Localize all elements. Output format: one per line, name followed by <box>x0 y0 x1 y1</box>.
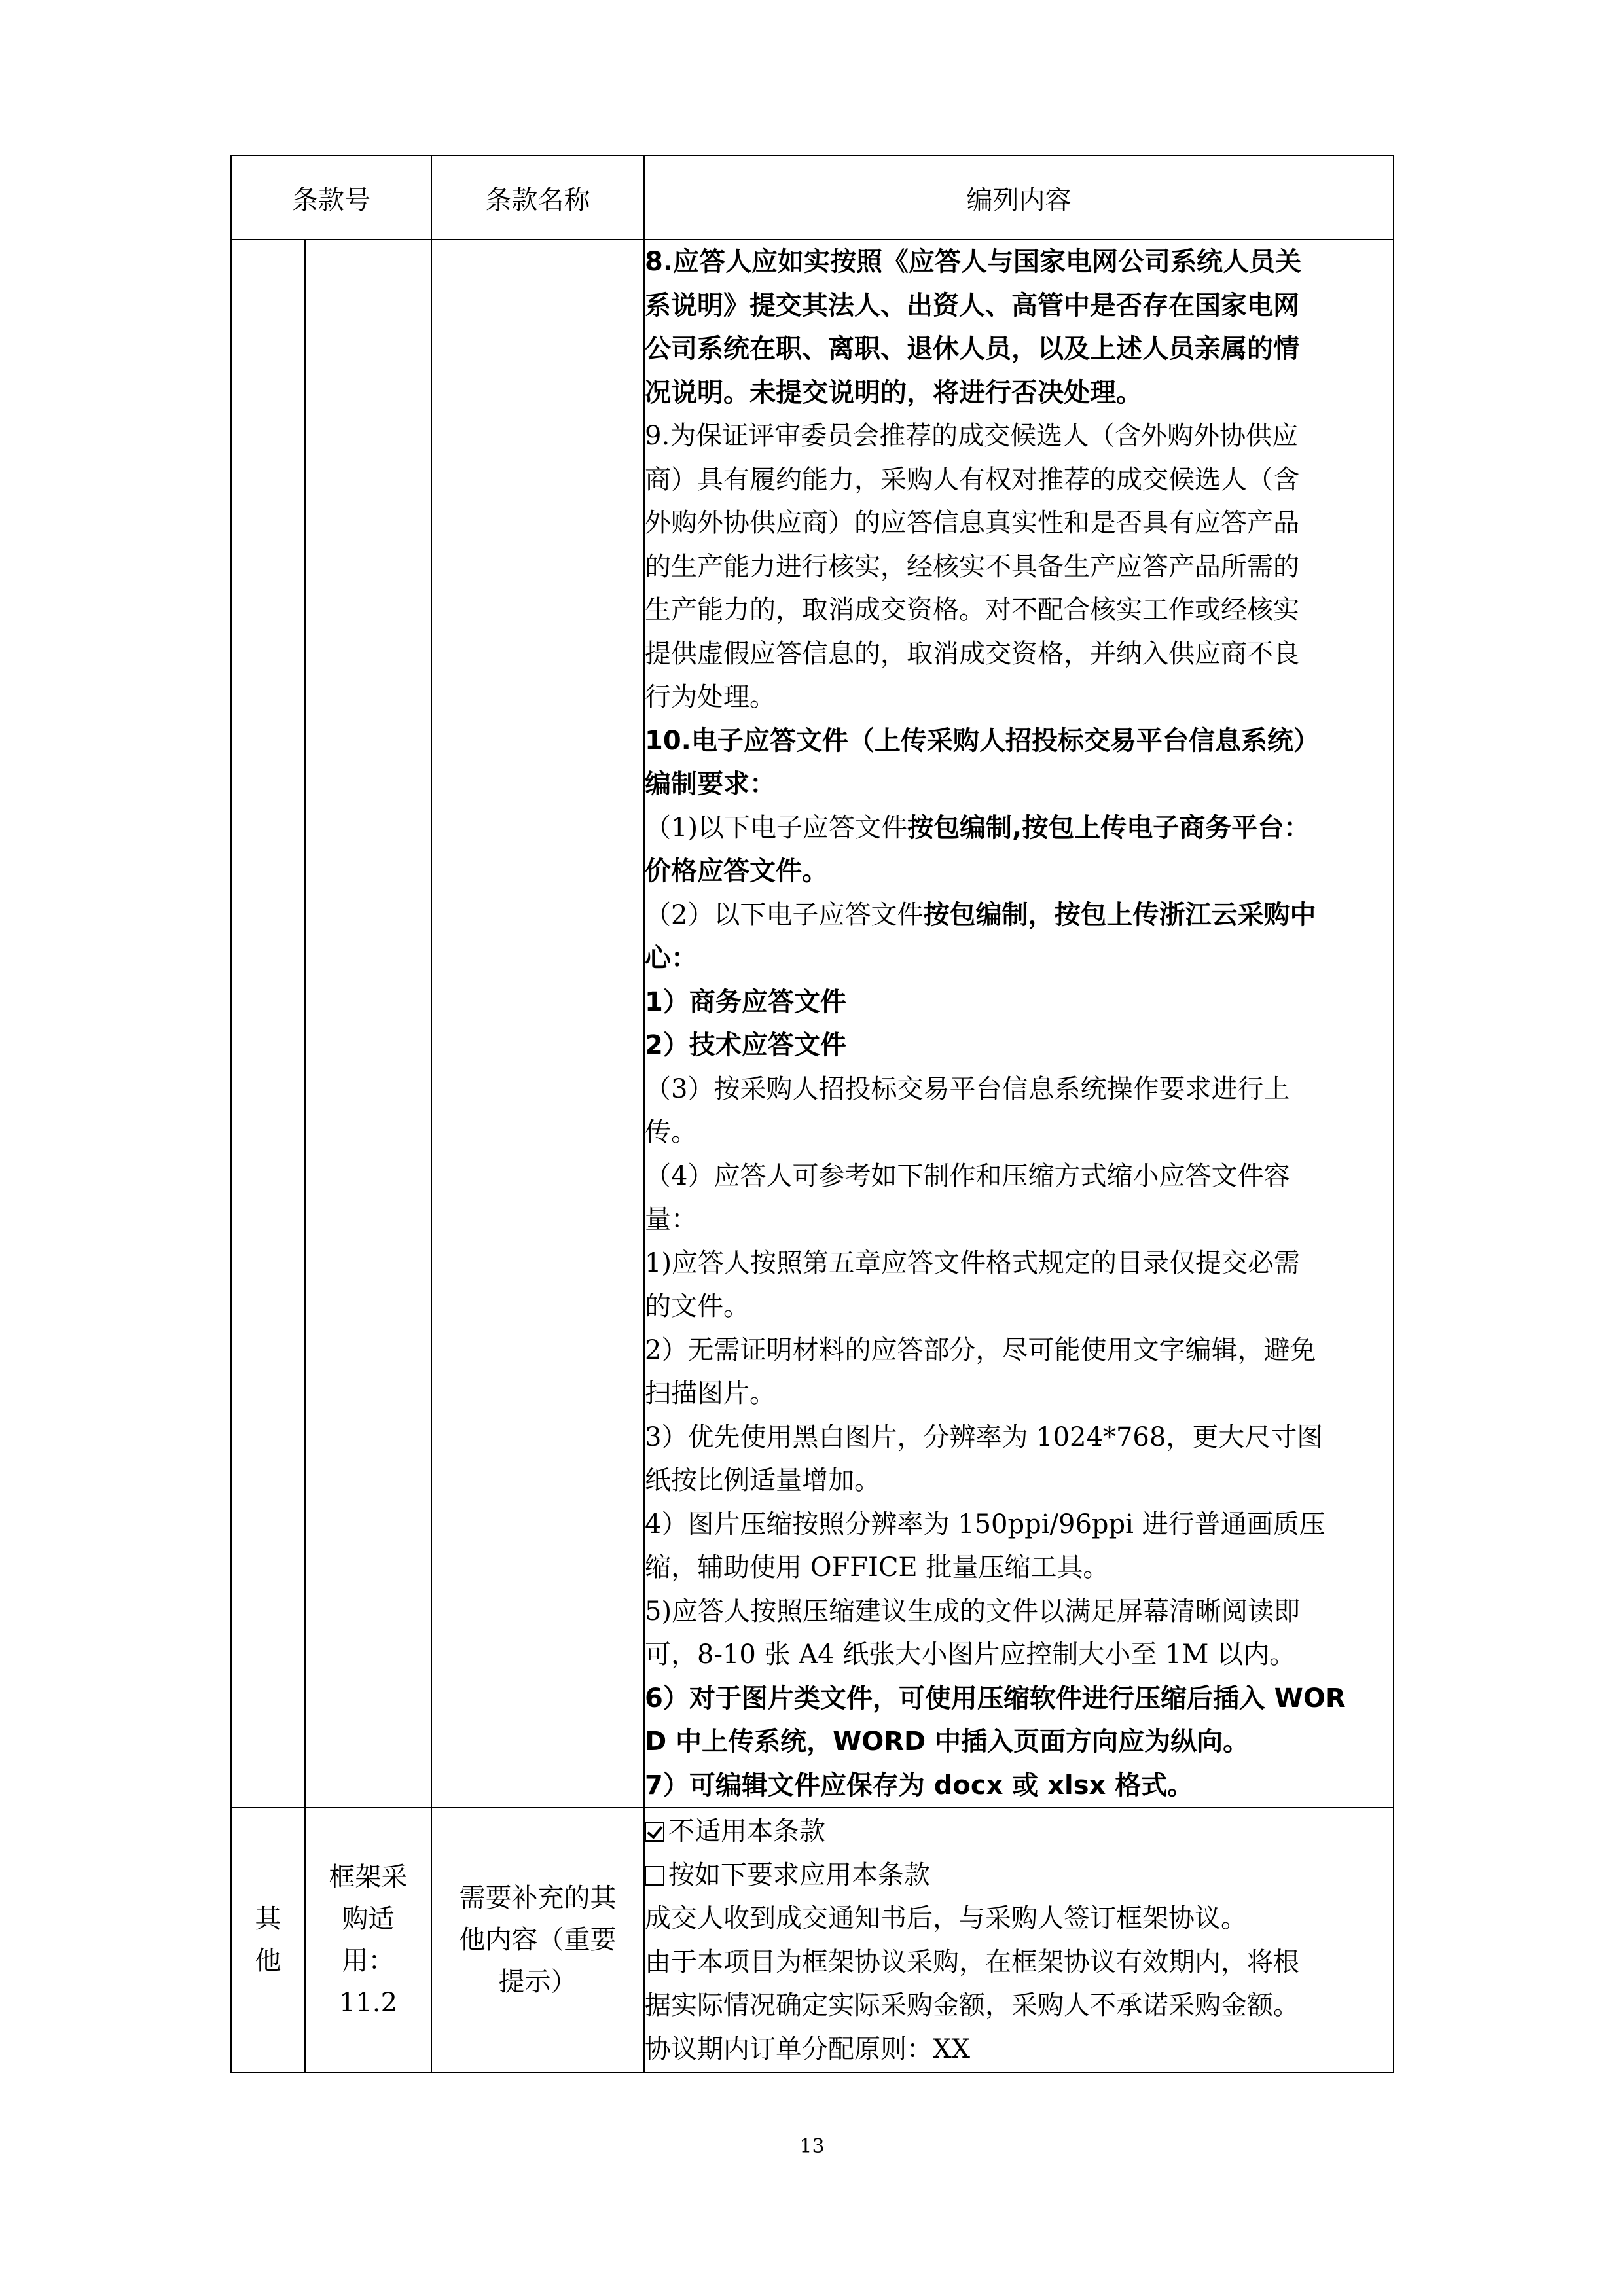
content-line-part: 按包编制,按包上传电子商务平台： <box>907 812 1310 843</box>
clause-content-cell <box>644 1808 1394 2072</box>
header-clause-no: 条款号 <box>231 156 431 240</box>
content-line: （4）应答人可参考如下制作和压缩方式缩小应答文件容 <box>645 1160 1290 1191</box>
clause-table <box>230 155 1394 2073</box>
clause-name-cell <box>431 240 644 1808</box>
header-clause-name: 条款名称 <box>431 156 644 240</box>
clause-name-text: 他内容（重要 <box>459 1925 617 1955</box>
content-line: 扫描图片。 <box>645 1378 776 1408</box>
content-line: 传。 <box>645 1117 697 1147</box>
content-line: 况说明。未提交说明的，将进行否决处理。 <box>645 377 1142 408</box>
header-row <box>231 156 1394 240</box>
sub-clause-text: 用： <box>342 1946 395 1976</box>
content-line: 10.电子应答文件（上传采购人招投标交易平台信息系统） <box>645 725 1320 756</box>
sub-clause-text: 购适 <box>342 1904 395 1934</box>
content-line: 8.应答人应如实按照《应答人与国家电网公司系统人员关 <box>645 247 1302 277</box>
content-line-part: （1)以下电子应答文件 <box>645 812 908 843</box>
content-line: 3）优先使用黑白图片，分辨率为 1024*768，更大尺寸图 <box>645 1422 1324 1452</box>
unchecked-box-icon <box>645 1866 664 1886</box>
content-line: 7）可编辑文件应保存为 docx 或 xlsx 格式。 <box>645 1770 1194 1801</box>
content-line: 编制要求： <box>645 769 776 799</box>
clause-category-cell <box>231 1808 305 2072</box>
clause-sub-cell <box>305 1808 431 2072</box>
content-line <box>645 806 1393 850</box>
sub-clause-text: 框架采 <box>329 1862 408 1892</box>
content-line: 心： <box>645 943 697 973</box>
clause-name-cell <box>431 1808 644 2072</box>
content-line: 的文件。 <box>645 1291 749 1321</box>
content-line: 成交人收到成交通知书后，与采购人签订框架协议。 <box>645 1903 1247 1933</box>
content-line: 4）图片压缩按照分辨率为 150ppi/96ppi 进行普通画质压 <box>645 1509 1326 1539</box>
content-line: 纸按比例适量增加。 <box>645 1465 880 1496</box>
table-row <box>231 240 1394 1808</box>
content-line: 外购外协供应商）的应答信息真实性和是否具有应答产品 <box>645 508 1299 538</box>
content-line: 量： <box>645 1204 697 1234</box>
content-line: 2）无需证明材料的应答部分，尽可能使用文字编辑，避免 <box>645 1335 1316 1365</box>
content-line: 1)应答人按照第五章应答文件格式规定的目录仅提交必需 <box>645 1247 1301 1278</box>
page-number: 13 <box>799 2135 825 2158</box>
table-row <box>231 1808 1394 2072</box>
clause-name-text: 提示） <box>498 1967 577 1997</box>
clause-content-cell <box>644 240 1394 1808</box>
clause-category-cell <box>231 240 305 1808</box>
content-line: 5)应答人按照压缩建议生成的文件以满足屏幕清晰阅读即 <box>645 1596 1301 1626</box>
content-line: 行为处理。 <box>645 682 776 712</box>
category-text: 他 <box>255 1946 281 1976</box>
content-line: 据实际情况确定实际采购金额，采购人不承诺采购金额。 <box>645 1990 1299 2020</box>
content-line: 9.为保证评审委员会推荐的成交候选人（含外购外协供应 <box>645 421 1299 451</box>
option-not-applicable: 不适用本条款 <box>645 1810 1393 1854</box>
content-line: 6）对于图片类文件，可使用压缩软件进行压缩后插入 WOR <box>645 1683 1346 1713</box>
clause-name-text: 需要补充的其 <box>459 1883 617 1913</box>
content-line: 协议期内订单分配原则：XX <box>645 2034 970 2064</box>
content-line: 生产能力的，取消成交资格。对不配合核实工作或经核实 <box>645 595 1299 625</box>
header-content: 编列内容 <box>644 156 1394 240</box>
content-line-part: （2）以下电子应答文件 <box>645 899 924 930</box>
content-line <box>645 893 1393 937</box>
checked-box-icon <box>645 1822 664 1842</box>
category-text: 其 <box>255 1904 281 1934</box>
content-line-part: 按包编制，按包上传浙江云采购中 <box>923 899 1316 930</box>
content-line: 价格应答文件。 <box>645 856 828 886</box>
content-line: 公司系统在职、离职、退休人员，以及上述人员亲属的情 <box>645 334 1299 364</box>
content-line: 提供虚假应答信息的，取消成交资格，并纳入供应商不良 <box>645 638 1299 669</box>
content-line: （3）按采购人招投标交易平台信息系统操作要求进行上 <box>645 1073 1290 1104</box>
content-line: 缩，辅助使用 OFFICE 批量压缩工具。 <box>645 1552 1110 1583</box>
content-line: 1）商务应答文件 <box>645 986 846 1017</box>
content-line: 2）技术应答文件 <box>645 1030 846 1060</box>
content-line: 商）具有履约能力，采购人有权对推荐的成交候选人（含 <box>645 464 1299 495</box>
content-line: 由于本项目为框架协议采购，在框架协议有效期内，将根 <box>645 1946 1299 1977</box>
clause-sub-cell <box>305 240 431 1808</box>
content-line: 系说明》提交其法人、出资人、高管中是否存在国家电网 <box>645 290 1299 321</box>
sub-clause-number: 11.2 <box>338 1988 398 2018</box>
content-line: 可，8-10 张 A4 纸张大小图片应控制大小至 1M 以内。 <box>645 1640 1296 1670</box>
content-line: 的生产能力进行核实，经核实不具备生产应答产品所需的 <box>645 551 1299 582</box>
content-line: D 中上传系统，WORD 中插入页面方向应为纵向。 <box>645 1727 1250 1757</box>
option-applicable: 按如下要求应用本条款 <box>645 1854 1393 1897</box>
